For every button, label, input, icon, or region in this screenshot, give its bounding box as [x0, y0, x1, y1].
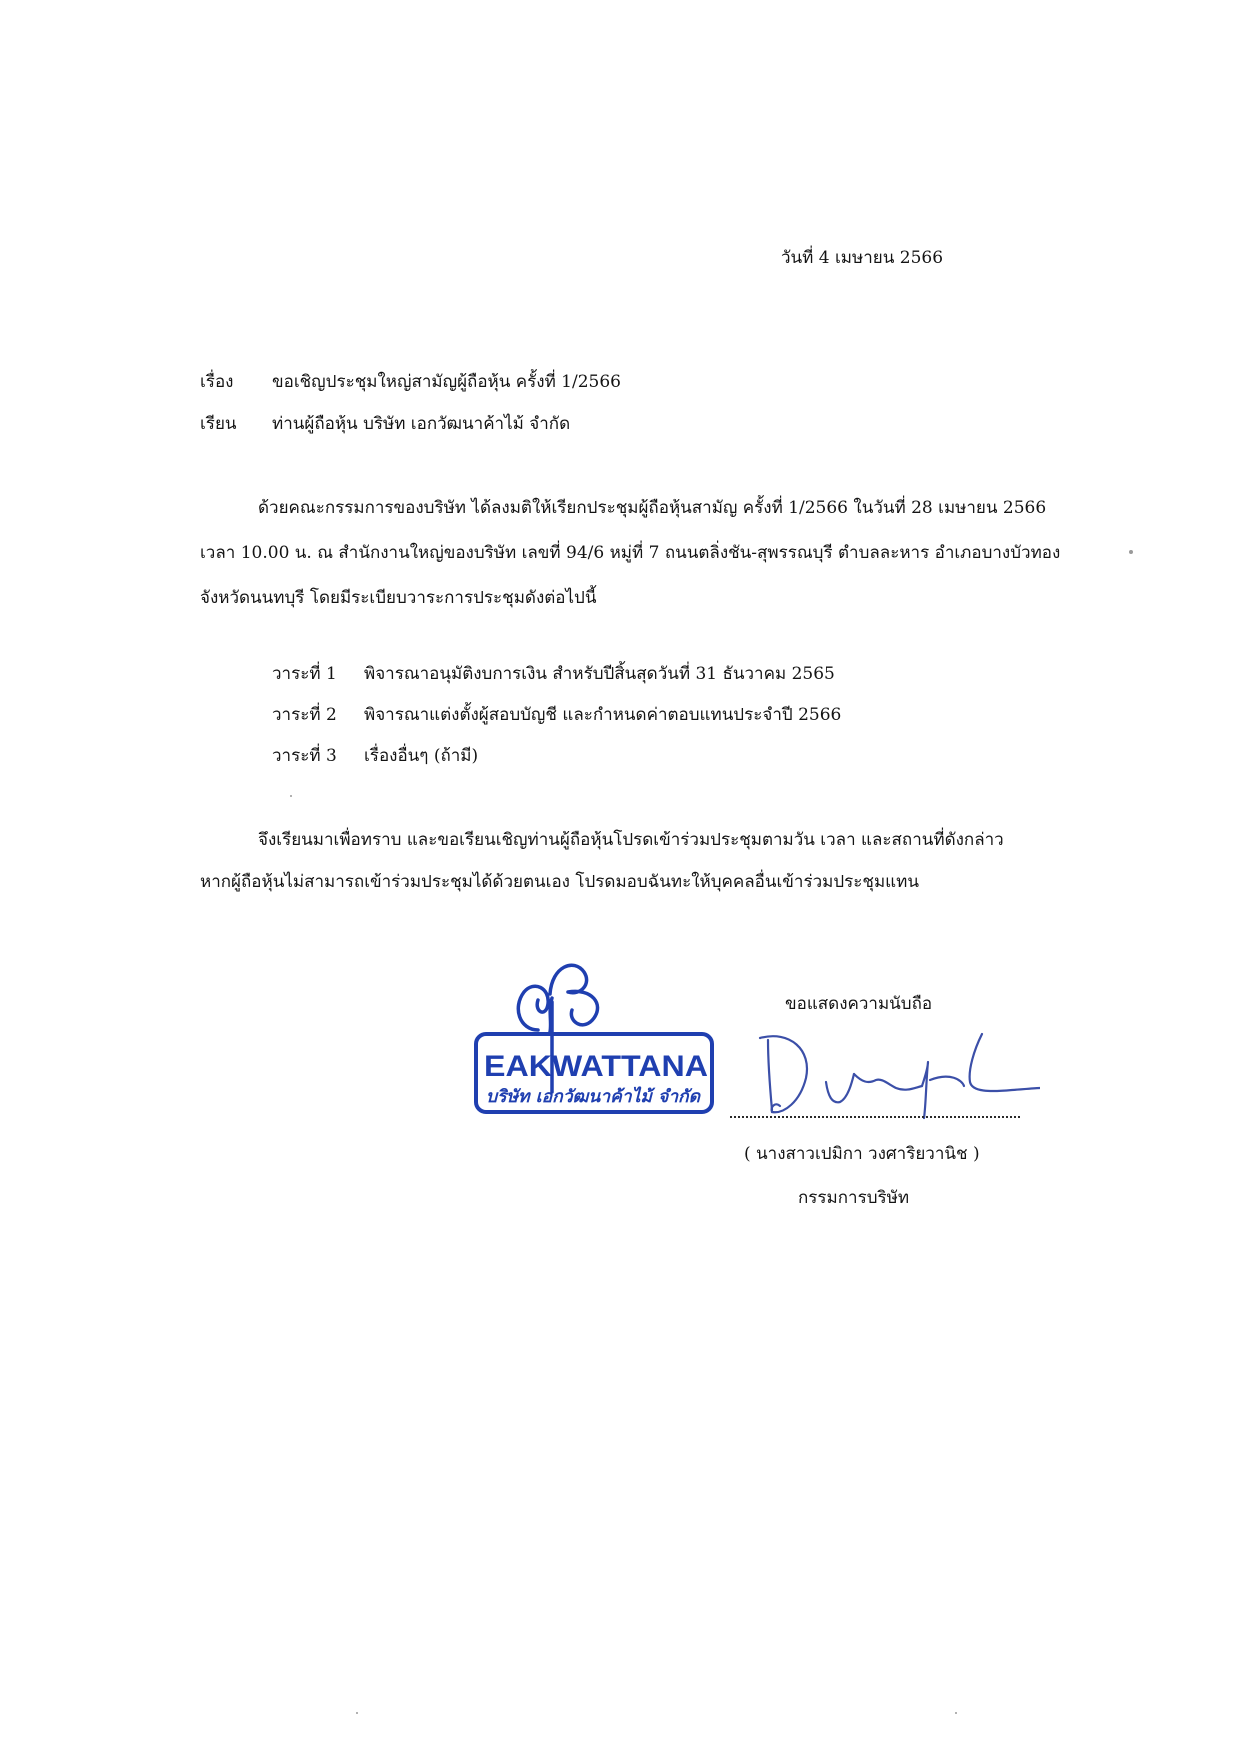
stamp-company-thai: บริษัท เอกวัฒนาค้าไม้ จำกัด	[486, 1087, 695, 1107]
letter-date: วันที่ 4 เมษายน 2566	[781, 248, 944, 268]
recipient-text: ท่านผู้ถือหุ้น บริษัท เอกวัฒนาค้าไม้ จำกัด	[272, 414, 571, 434]
signer-position: กรรมการบริษัท	[798, 1188, 910, 1208]
agenda-number: วาระที่ 3	[272, 746, 337, 766]
subject-text: ขอเชิญประชุมใหญ่สามัญผู้ถือหุ้น ครั้งที่ 1/2566	[272, 372, 621, 392]
stamp-brand: EAKWATTANA	[484, 1050, 708, 1083]
scan-speck	[1129, 550, 1133, 554]
company-stamp	[468, 952, 718, 1134]
agenda-text: พิจารณาอนุมัติงบการเงิน สำหรับปีสิ้นสุดวันที่ 31 ธันวาคม 2565	[364, 664, 835, 684]
agenda-text: เรื่องอื่นๆ (ถ้ามี)	[364, 746, 479, 766]
agenda-number: วาระที่ 1	[272, 664, 337, 684]
agenda-number: วาระที่ 2	[272, 705, 337, 725]
paragraph2-line: จึงเรียนมาเพื่อทราบ และขอเรียนเชิญท่านผู้ถือหุ้นโปรดเข้าร่วมประชุมตามวัน เวลา และสถานที่ดังกล่าว	[258, 830, 1004, 850]
paragraph1-line: เวลา 10.00 น. ณ สำนักงานใหญ่ของบริษัท เลขที่ 94/6 หมู่ที่ 7 ถนนตลิ่งชัน-สุพรรณบุรี ตำบลละหาร อำเภอบางบัวทอง	[200, 543, 1061, 563]
scan-speck	[356, 1712, 358, 1714]
paragraph2-line: หากผู้ถือหุ้นไม่สามารถเข้าร่วมประชุมได้ด้วยตนเอง โปรดมอบฉันทะให้บุคคลอื่นเข้าร่วมประชุมแทน	[200, 872, 919, 892]
scan-speck	[955, 1712, 957, 1714]
recipient-label: เรียน	[200, 414, 237, 434]
subject-label: เรื่อง	[200, 372, 234, 392]
agenda-text: พิจารณาแต่งตั้งผู้สอบบัญชี และกำหนดค่าตอบแทนประจำปี 2566	[364, 705, 842, 725]
paragraph1-line: ด้วยคณะกรรมการของบริษัท ได้ลงมติให้เรียกประชุมผู้ถือหุ้นสามัญ ครั้งที่ 1/2566 ในวันที่ 28 เมษายน 2566	[258, 498, 1047, 518]
signer-name: ( นางสาวเปมิกา วงศาริยวานิช )	[744, 1144, 980, 1164]
scan-speck	[290, 795, 292, 797]
signature-line	[730, 1116, 1020, 1118]
paragraph1-line: จังหวัดนนทบุรี โดยมีระเบียบวาระการประชุมดังต่อไปนี้	[200, 588, 597, 608]
signature-image	[750, 1022, 1040, 1122]
closing-text: ขอแสดงความนับถือ	[785, 994, 933, 1014]
